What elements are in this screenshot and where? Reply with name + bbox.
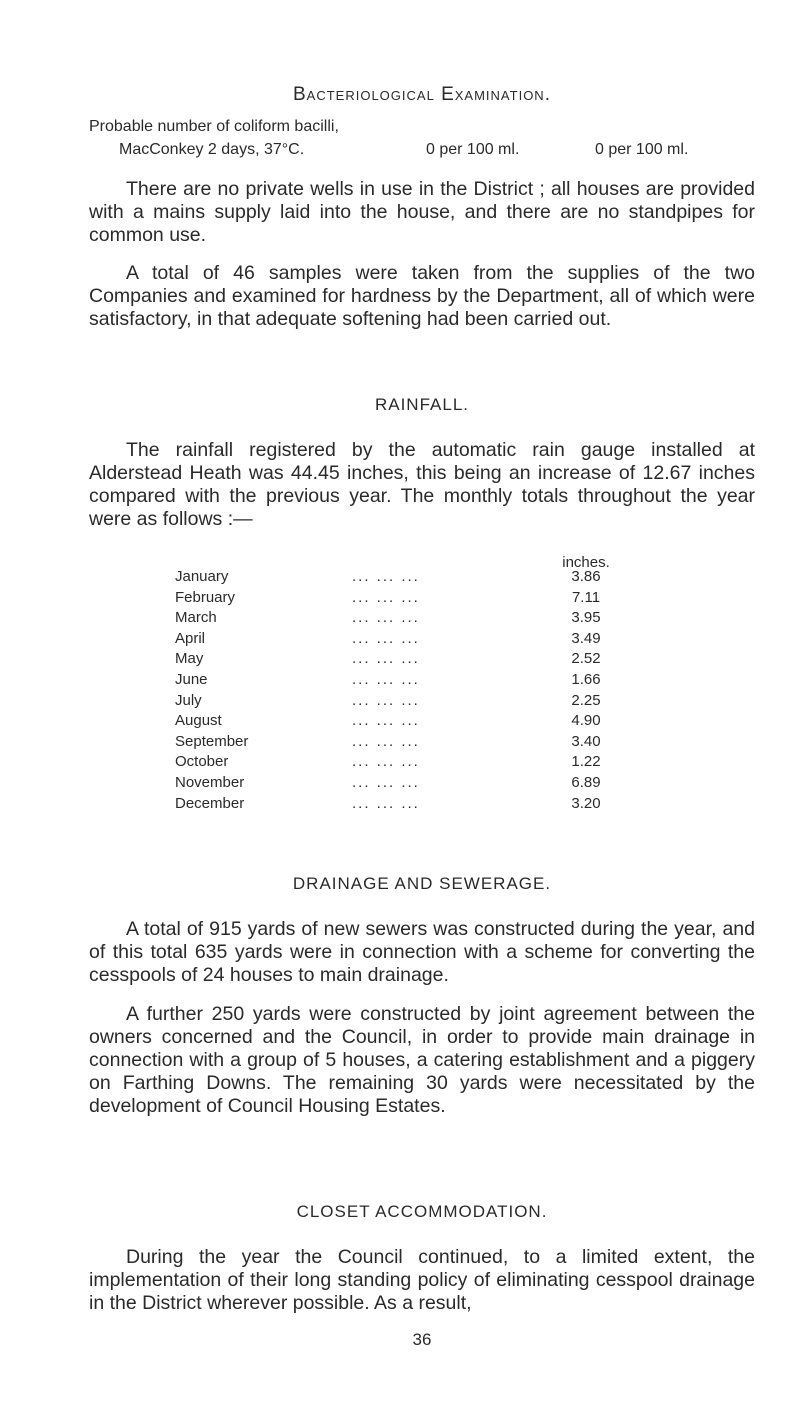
rainfall-value: 2.52: [571, 650, 601, 668]
rainfall-row: [175, 650, 615, 670]
rainfall-row: [175, 774, 615, 794]
rainfall-month: July: [175, 691, 202, 709]
rainfall-month: April: [175, 629, 206, 647]
rainfall-value: 4.90: [571, 712, 601, 730]
rainfall-value: 3.95: [571, 609, 601, 627]
closet-heading: CLOSET ACCOMMODATION.: [296, 1202, 548, 1221]
rainfall-row: [175, 795, 615, 815]
page-number: 36: [412, 1330, 432, 1349]
rainfall-value: 3.86: [571, 568, 601, 585]
rainfall-paragraph: The rainfall registered by the automatic rain gauge installed at Alderstead Heath was 44.45 inches, this being an increase of 12.67 inches compared with the previous year. The monthly totals throughout the year were as follows :—: [89, 439, 755, 530]
rainfall-row: [175, 753, 615, 773]
bacteriological-heading: Bacteriological Examination.: [293, 84, 551, 105]
rainfall-value: 3.49: [571, 629, 601, 647]
coliform-label: Probable number of coliform bacilli,: [89, 118, 339, 135]
coliform-method: MacConkey 2 days, 37°C.: [119, 141, 305, 158]
rainfall-row: [175, 733, 615, 753]
leader-dots: ... ... ...: [352, 753, 420, 771]
leader-dots: ... ... ...: [352, 774, 420, 791]
leader-dots: ... ... ...: [352, 712, 420, 730]
rainfall-value: 6.89: [571, 774, 601, 791]
rainfall-value: 3.20: [571, 794, 601, 812]
rainfall-row: [175, 712, 615, 732]
leader-dots: ... ... ...: [352, 588, 420, 606]
rainfall-row: [175, 568, 615, 588]
rainfall-value: 3.40: [571, 732, 601, 750]
drainage-heading: DRAINAGE AND SEWERAGE.: [292, 874, 552, 893]
leader-dots: ... ... ...: [352, 691, 420, 709]
rainfall-value: 7.11: [571, 588, 601, 606]
leader-dots: ... ... ...: [352, 650, 420, 668]
rainfall-value: 1.66: [571, 671, 601, 688]
rainfall-month: October: [175, 753, 229, 771]
leader-dots: ... ... ...: [352, 732, 420, 750]
rainfall-month: March: [175, 609, 217, 627]
rainfall-row: [175, 630, 615, 650]
coliform-value-2: 0 per 100 ml.: [595, 141, 689, 158]
rainfall-row: [175, 692, 615, 712]
rainfall-row: [175, 609, 615, 629]
leader-dots: ... ... ...: [352, 609, 420, 627]
rainfall-value: 1.22: [571, 753, 601, 771]
rainfall-value: 2.25: [571, 691, 601, 709]
rainfall-unit-header: inches.: [562, 554, 610, 571]
hardness-paragraph: A total of 46 samples were taken from the supplies of the two Companies and examined for hardness by the Department, all of which were satisfactory, in that adequate softening had been carried out.: [89, 262, 755, 330]
rainfall-heading: RAINFALL.: [374, 395, 470, 414]
leader-dots: ... ... ...: [352, 568, 420, 585]
rainfall-month: June: [175, 671, 208, 688]
rainfall-month: August: [175, 712, 222, 730]
leader-dots: ... ... ...: [352, 794, 420, 812]
rainfall-month: January: [175, 568, 229, 585]
rainfall-month: December: [175, 794, 245, 812]
rainfall-month: May: [175, 650, 204, 668]
coliform-value-1: 0 per 100 ml.: [426, 141, 520, 158]
sewers-paragraph: A total of 915 yards of new sewers was constructed during the year, and of this total 635 yards were in connection with a scheme for converting the cesspools of 24 houses to main drainage.: [89, 918, 755, 986]
joint-agreement-paragraph: A further 250 yards were constructed by joint agreement between the owners concerned and the Council, in order to provide main drainage in connection with a group of 5 houses, a catering establishment and a piggery on Farthing Downs. The remaining 30 yards were necessitated by the development of Council Housing Estates.: [89, 1003, 755, 1117]
rainfall-row: [175, 671, 615, 691]
wells-paragraph: There are no private wells in use in the District ; all houses are provided with a mains supply laid into the house, and there are no standpipes for common use.: [89, 178, 755, 246]
rainfall-month: February: [175, 588, 236, 606]
rainfall-month: September: [175, 732, 249, 750]
rainfall-row: [175, 589, 615, 609]
rainfall-month: November: [175, 774, 245, 791]
leader-dots: ... ... ...: [352, 629, 420, 647]
leader-dots: ... ... ...: [352, 671, 420, 688]
closet-paragraph: During the year the Council continued, to a limited extent, the implementation of their long standing policy of eliminating cesspool drainage in the District wherever possible. As a result,: [89, 1246, 755, 1314]
